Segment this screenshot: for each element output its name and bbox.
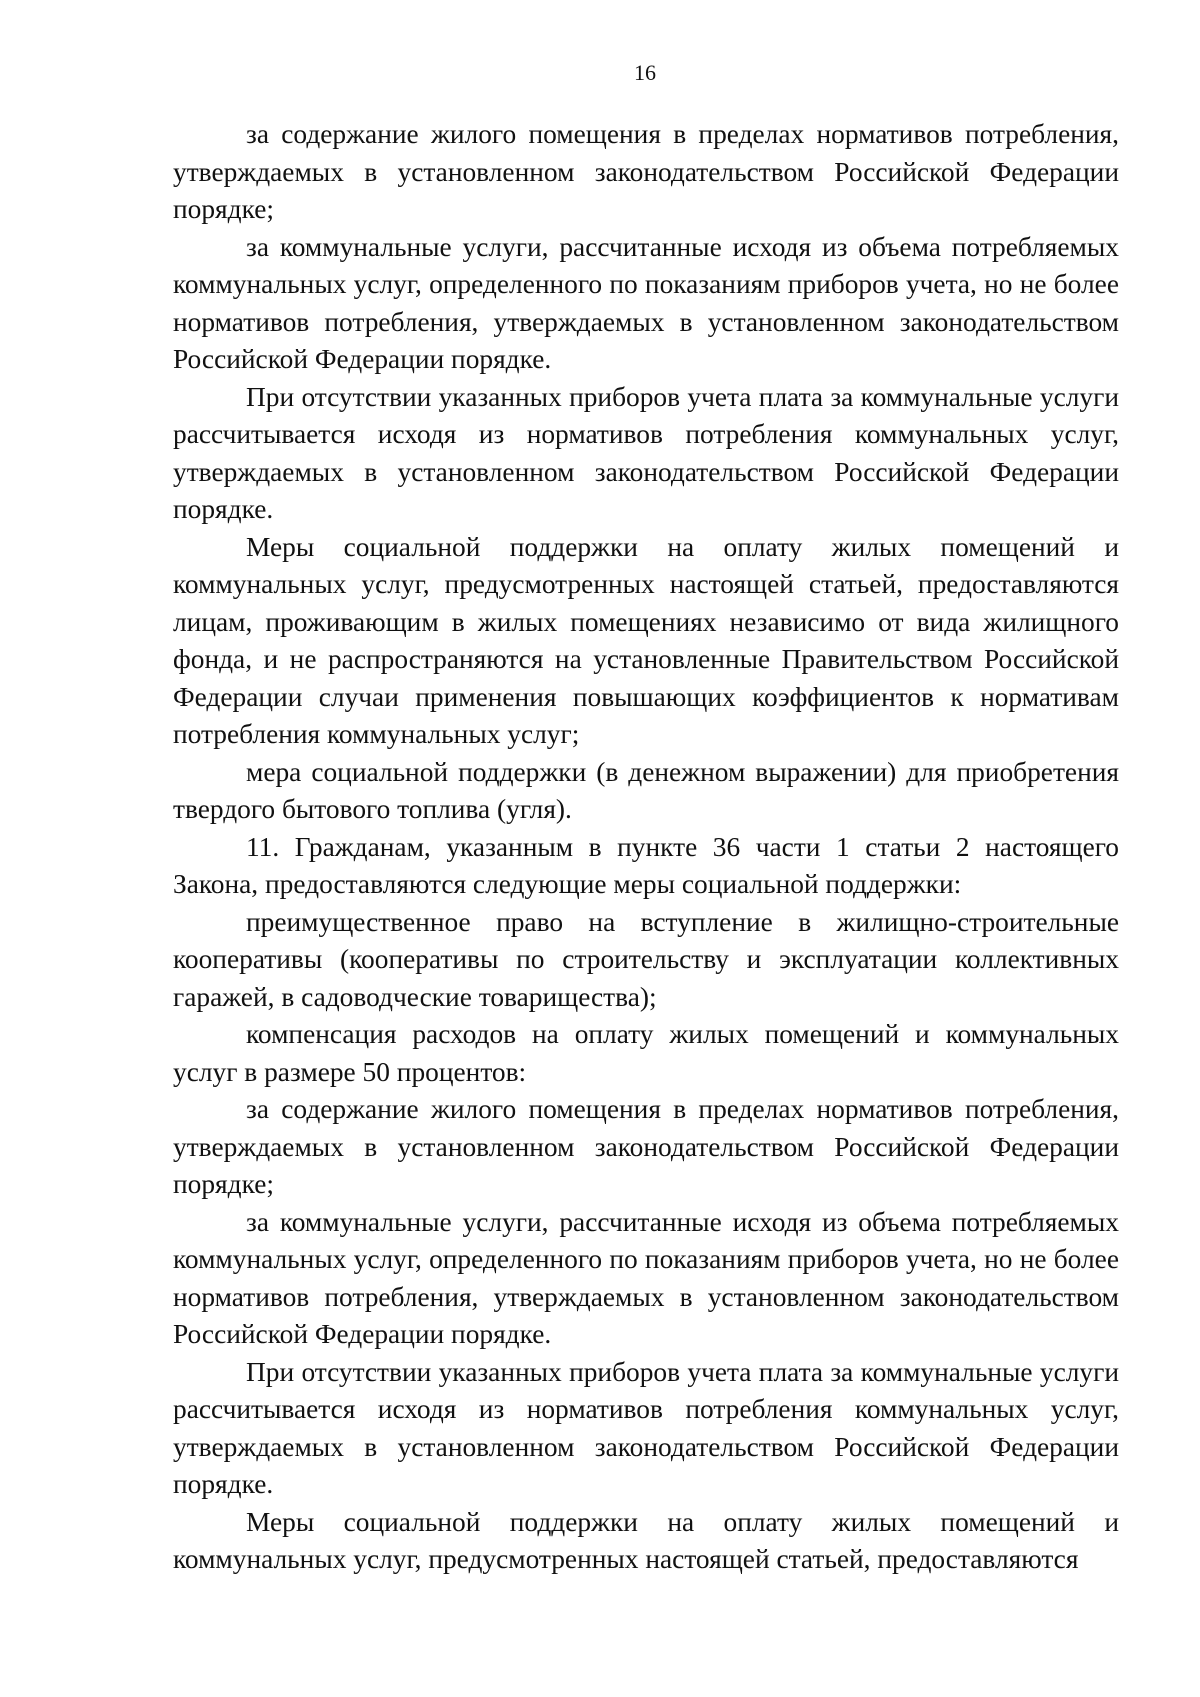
paragraph-no-meters-2: При отсутствии указанных приборов учета плата за коммунальные услуги рассчитывается исходя из нормативов потребления коммунальных услуг, утверждаемых в установленном законодательством Российской Федерации порядке. (173, 1356, 1119, 1499)
document-body (173, 116, 1119, 1579)
paragraph-utility-services: за коммунальные услуги, рассчитанные исходя из объема потребляемых коммунальных услуг, определенного по показаниям приборов учета, но не более нормативов потребления, утверждаемых в установленном законодательством Российской Федерации порядке. (173, 231, 1119, 374)
paragraph-no-meters: При отсутствии указанных приборов учета плата за коммунальные услуги рассчитывается исходя из нормативов потребления коммунальных услуг, утверждаемых в установленном законодательством Российской Федерации порядке. (173, 381, 1119, 524)
paragraph-item-11: 11. Гражданам, указанным в пункте 36 части 1 статьи 2 настоящего Закона, предоставляются следующие меры социальной поддержки: (173, 831, 1119, 899)
paragraph-compensation: компенсация расходов на оплату жилых помещений и коммунальных услуг в размере 50 процентов: (173, 1019, 1119, 1087)
paragraph-support-measures-2: Меры социальной поддержки на оплату жилых помещений и коммунальных услуг, предусмотренных настоящей статьей, предоставляются (173, 1506, 1119, 1574)
paragraph-cooperatives: преимущественное право на вступление в жилищно-строительные кооперативы (кооперативы по строительству и эксплуатации коллективных гаражей, в садоводческие товарищества); (173, 906, 1119, 1012)
paragraph-utility-services-2: за коммунальные услуги, рассчитанные исходя из объема потребляемых коммунальных услуг, определенного по показаниям приборов учета, но не более нормативов потребления, утверждаемых в установленном законодательством Российской Федерации порядке. (173, 1206, 1119, 1349)
page-number: 16 (634, 60, 656, 85)
paragraph-housing-maintenance: за содержание жилого помещения в пределах нормативов потребления, утверждаемых в установленном законодательством Российской Федерации порядке; (173, 119, 1119, 224)
paragraph-support-measures: Меры социальной поддержки на оплату жилых помещений и коммунальных услуг, предусмотренных настоящей статьей, предоставляются лицам, проживающим в жилых помещениях независимо от вида жилищного фонда, и не распространяются на установленные Правительством Российской Федерации случаи применения повышающих коэффициентов к нормативам потребления коммунальных услуг; (173, 531, 1119, 749)
paragraph-solid-fuel: мера социальной поддержки (в денежном выражении) для приобретения твердого бытового топлива (угля). (173, 756, 1119, 824)
paragraph-housing-maintenance-2: за содержание жилого помещения в пределах нормативов потребления, утверждаемых в установленном законодательством Российской Федерации порядке; (173, 1094, 1119, 1199)
